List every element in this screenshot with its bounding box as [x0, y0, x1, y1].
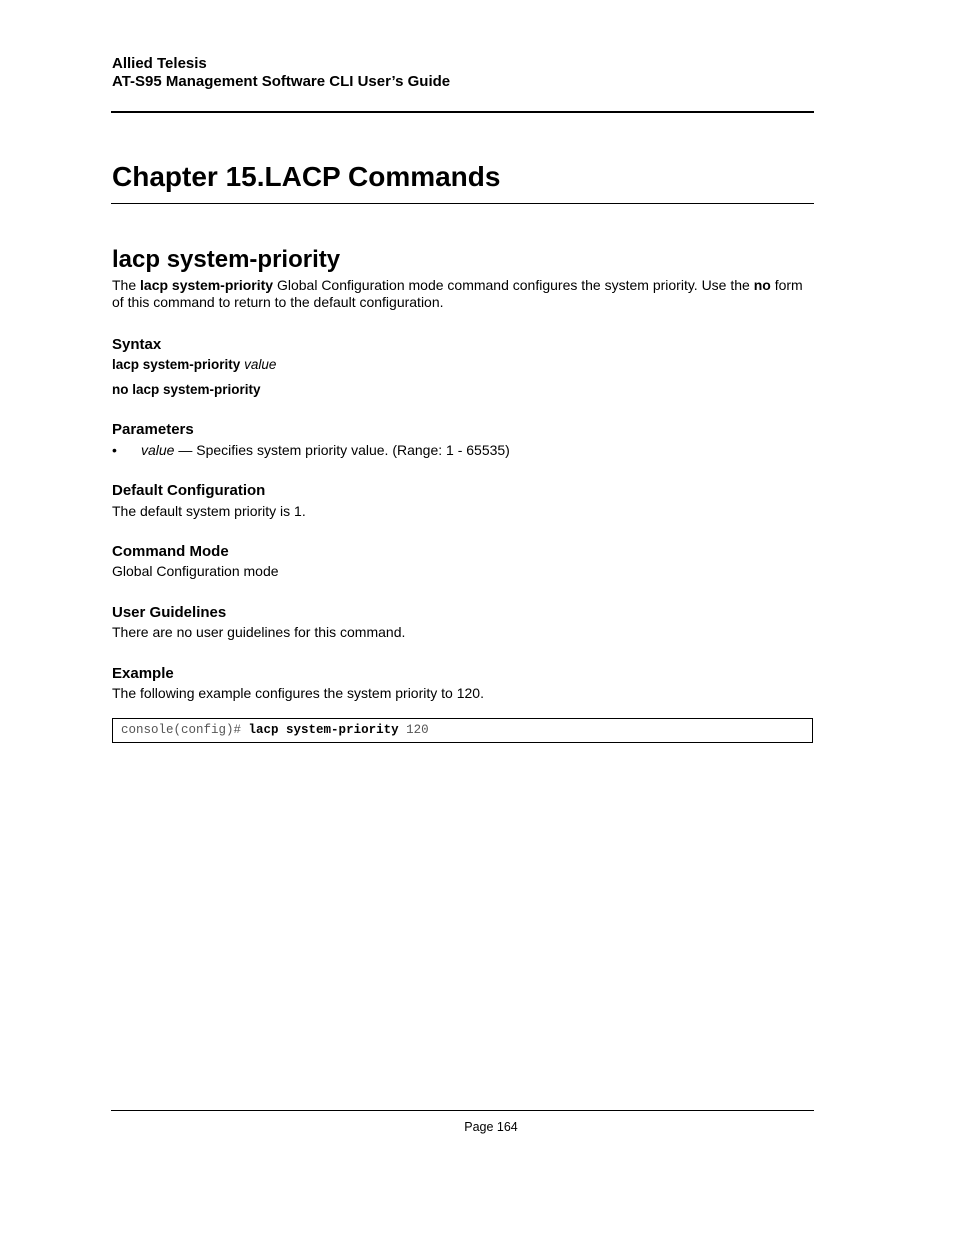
- user-guidelines-heading: User Guidelines: [112, 604, 227, 621]
- footer-rule: [111, 1110, 814, 1111]
- parameter-item: [141, 442, 801, 459]
- chapter-title: Chapter 15.LACP Commands: [112, 161, 501, 192]
- example-heading: Example: [112, 665, 174, 682]
- intro-pre: The: [112, 277, 141, 293]
- bullet: •: [112, 442, 117, 458]
- company-name: Allied Telesis: [112, 55, 207, 72]
- example-text: The following example configures the system priority to 120.: [112, 685, 484, 701]
- code-prompt: console(config)#: [121, 723, 242, 737]
- code-command: lacp system-priority: [248, 723, 399, 737]
- chapter-rule: [111, 203, 814, 204]
- code-argument: 120: [406, 723, 429, 737]
- intro-mid: Global Configuration mode command configures the system priority. Use the: [273, 277, 754, 293]
- parameter-name: value: [141, 442, 175, 458]
- header-rule: [111, 111, 814, 113]
- command-title: lacp system-priority: [112, 246, 341, 273]
- command-mode-heading: Command Mode: [112, 543, 229, 560]
- intro-post: form of this command to return to the default configuration.: [112, 277, 803, 310]
- example-code-box: [112, 718, 813, 743]
- syntax-line-1: [112, 356, 814, 373]
- syntax-heading: Syntax: [112, 336, 162, 353]
- default-configuration-heading: Default Configuration: [112, 482, 266, 499]
- intro-no: no: [753, 277, 771, 293]
- command-intro: [112, 277, 814, 311]
- intro-command: lacp system-priority: [140, 277, 274, 293]
- syntax-command: lacp system-priority: [112, 357, 241, 372]
- command-mode-text: Global Configuration mode: [112, 563, 279, 579]
- page-number: Page 164: [464, 1120, 518, 1134]
- parameter-description: — Specifies system priority value. (Range: 1 - 65535): [174, 442, 510, 458]
- default-configuration-text: The default system priority is 1.: [112, 503, 306, 519]
- guide-title: AT-S95 Management Software CLI User’s Guide: [112, 73, 451, 90]
- user-guidelines-text: There are no user guidelines for this command.: [112, 624, 406, 640]
- syntax-line-2: no lacp system-priority: [112, 382, 261, 397]
- syntax-argument: value: [244, 357, 277, 372]
- parameters-heading: Parameters: [112, 421, 194, 438]
